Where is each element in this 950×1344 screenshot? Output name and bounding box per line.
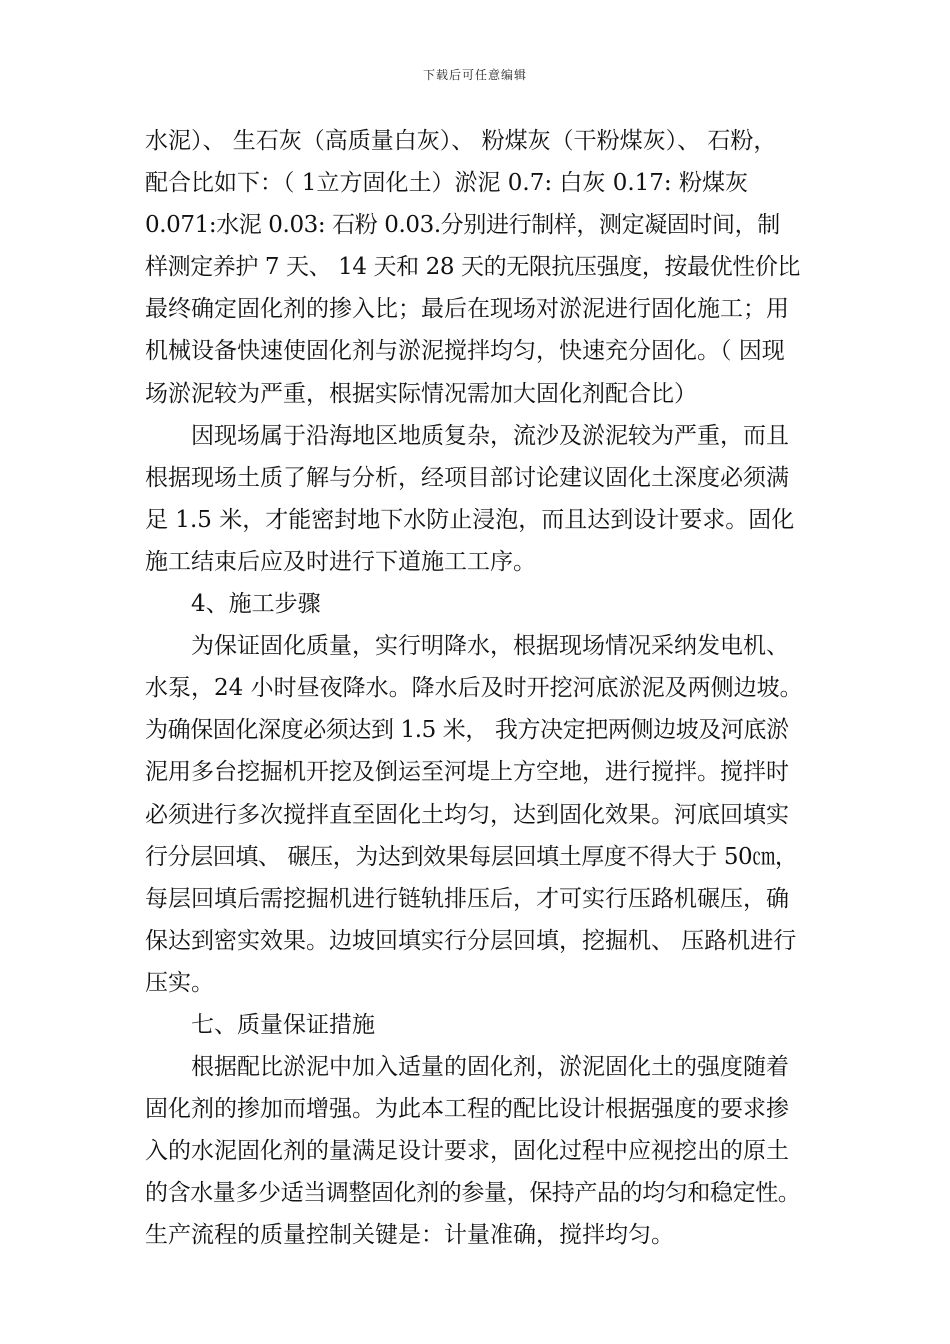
text-line: 0.071:水泥 0.03: 石粉 0.03.分别进行制样，测定凝固时间，制 bbox=[145, 212, 780, 239]
text-line: 保达到密实效果。边坡回填实行分层回填，挖掘机、 压路机进行 bbox=[145, 927, 797, 954]
text-line: 生产流程的质量控制关键是：计量准确，搅拌均匀。 bbox=[145, 1222, 674, 1249]
text-line: 固化剂的掺加而增强。为此本工程的配比设计根据强度的要求掺 bbox=[145, 1096, 789, 1123]
text-line: 场淤泥较为严重，根据实际情况需加大固化剂配合比） bbox=[145, 380, 697, 407]
text-line: 因现场属于沿海地区地质复杂，流沙及淤泥较为严重，而且 bbox=[191, 422, 789, 449]
text-line: 的含水量多少适当调整固化剂的参量，保持产品的均匀和稳定性。 bbox=[145, 1180, 801, 1207]
text-line: 入的水泥固化剂的量满足设计要求，固化过程中应视挖出的原土 bbox=[145, 1138, 789, 1165]
text-line: 最终确定固化剂的掺入比；最后在现场对淤泥进行固化施工；用 bbox=[145, 296, 789, 323]
text-line: 根据现场土质了解与分析，经项目部讨论建议固化土深度必须满 bbox=[145, 464, 789, 491]
text-line: 样测定养护 7 天、 14 天和 28 天的无限抗压强度，按最优性价比 bbox=[145, 254, 801, 281]
text-line: 水泥）、 生石灰（高质量白灰）、 粉煤灰（干粉煤灰）、 石粉， bbox=[145, 128, 777, 154]
page-header: 下载后可任意编辑 bbox=[422, 68, 527, 82]
text-line: 必须进行多次搅拌直至固化土均匀，达到固化效果。河底回填实 bbox=[145, 801, 789, 828]
text-line: 机械设备快速使固化剂与淤泥搅拌均匀，快速充分固化。（ 因现 bbox=[145, 338, 785, 365]
text-line: 根据配比淤泥中加入适量的固化剂，淤泥固化土的强度随着 bbox=[191, 1054, 789, 1081]
section-heading: 4、施工步骤 bbox=[191, 591, 321, 618]
text-line: 压实。 bbox=[145, 969, 214, 996]
text-line: 为确保固化深度必须达到 1.5 米， 我方决定把两侧边坡及河底淤 bbox=[145, 717, 789, 744]
text-line: 足 1.5 米，才能密封地下水防止浸泡，而且达到设计要求。固化 bbox=[145, 506, 795, 533]
text-line: 施工结束后应及时进行下道施工工序。 bbox=[145, 548, 536, 575]
text-line: 为保证固化质量，实行明降水，根据现场情况采纳发电机、 bbox=[191, 633, 789, 660]
text-line: 每层回填后需挖掘机进行链轨排压后，才可实行压路机碾压，确 bbox=[145, 885, 789, 912]
text-line: 泥用多台挖掘机开挖及倒运至河堤上方空地，进行搅拌。搅拌时 bbox=[145, 759, 789, 786]
text-line: 配合比如下：（ 1立方固化土）淤泥 0.7: 白灰 0.17: 粉煤灰 bbox=[145, 170, 748, 197]
text-line: 水泵，24 小时昼夜降水。降水后及时开挖河底淤泥及两侧边坡。 bbox=[145, 675, 803, 702]
section-heading: 七、质量保证措施 bbox=[191, 1011, 375, 1038]
text-line: 行分层回填、 碾压，为达到效果每层回填土厚度不得大于 50㎝， bbox=[145, 843, 798, 870]
document-body bbox=[145, 120, 815, 1257]
